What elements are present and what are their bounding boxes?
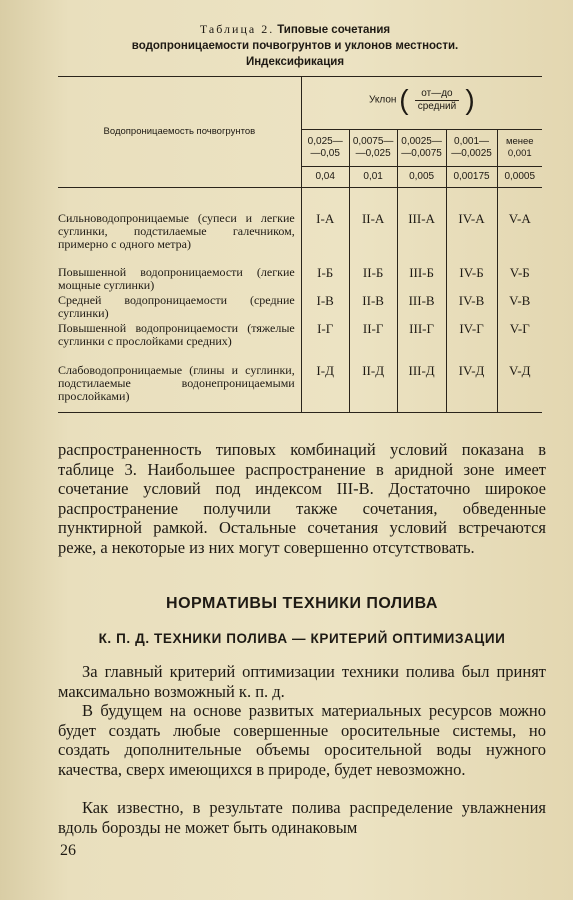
range-3: 0,0025— —0,0075 [397, 130, 446, 167]
table-row [58, 294, 542, 322]
caption-line1 [60, 22, 530, 38]
table-cell: V-Б [497, 266, 542, 294]
table-cell: II-А [349, 212, 397, 266]
left-paren: ( [399, 84, 409, 115]
avg-1: 0,04 [301, 167, 349, 188]
paragraph-2: За главный критерий оптимизации техники полива был принят максимально возможный к. п. д. [58, 662, 546, 701]
caption-line2: водопроницаемости почвогрунтов и уклонов местности. [131, 40, 459, 52]
section-heading: НОРМАТИВЫ ТЕХНИКИ ПОЛИВА [166, 595, 438, 612]
table-cell: II-Б [349, 266, 397, 294]
table-row [58, 266, 542, 294]
caption-line3: Индексификация [245, 56, 345, 68]
table-bottom-rule [58, 406, 542, 413]
slope-label: Уклон [368, 94, 397, 106]
avg-4: 0,00175 [446, 167, 497, 188]
table-cell: II-В [349, 294, 397, 322]
table-cell: I-А [301, 212, 349, 266]
table-cell: IV-Д [446, 364, 497, 406]
slope-header [301, 77, 542, 130]
corner-header: Водопроницаемость почвогрунтов [58, 77, 301, 188]
table-cell: IV-Г [446, 322, 497, 364]
table-row [58, 212, 542, 266]
avg-3: 0,005 [397, 167, 446, 188]
table-cell: II-Г [349, 322, 397, 364]
range-2: 0,0075— —0,025 [349, 130, 397, 167]
spacer-row [58, 188, 542, 213]
slope-fraction: $\frac{от—до}{\text{средний}}$ [415, 88, 458, 113]
table-cell: V-В [497, 294, 542, 322]
range-1: 0,025— —0,05 [301, 130, 349, 167]
header-row-1 [58, 77, 542, 130]
table-cell: I-Д [301, 364, 349, 406]
avg-2: 0,01 [349, 167, 397, 188]
table-cell: V-Д [497, 364, 542, 406]
table-cell: II-Д [349, 364, 397, 406]
right-paren: ) [465, 84, 475, 115]
table-cell: III-Д [397, 364, 446, 406]
subsection-heading: К. П. Д. ТЕХНИКИ ПОЛИВА — КРИТЕРИЙ ОПТИМИЗАЦИИ [98, 631, 506, 646]
table-cell: III-А [397, 212, 446, 266]
table-cell: I-В [301, 294, 349, 322]
row-label: Слабоводопроницаемые (глины и суглинки, подстилаемые водонепроницаемыми прослойками) [58, 363, 295, 404]
table-cell: III-В [397, 294, 446, 322]
range-5: менее 0,001 [497, 130, 542, 167]
table-cell: V-А [497, 212, 542, 266]
table-cell: IV-Б [446, 266, 497, 294]
table-cell: I-Г [301, 322, 349, 364]
paragraph-4: Как известно, в результате полива распределение увлажнения вдоль борозды не может быть одинаковым [58, 798, 546, 837]
table-cell: I-Б [301, 266, 349, 294]
table-cell: III-Г [397, 322, 446, 364]
paragraph-1: распространенность типовых комбинаций условий показана в таблице 3. Наибольшее распространение в аридной зоне имеет сочетание условий под индексом III-В. Достаточно широкое распространение получили также сочетания, обведенные пунктирной рамкой. Остальные сочетания условий встречаются реже, а некоторые из них могут совершенно отсутствовать. [58, 440, 546, 557]
table-cell: III-Б [397, 266, 446, 294]
table-cell: IV-В [446, 294, 497, 322]
table-2 [58, 76, 542, 413]
table-row [58, 322, 542, 364]
page-number: 26 [60, 842, 76, 859]
row-label: Повышенной водопроницаемости (легкие мощные суглинки) [58, 265, 295, 293]
row-label: Повышенной водопроницаемости (тяжелые суглинки с прослойками средних) [58, 321, 295, 349]
table-caption [60, 22, 530, 70]
table-cell: IV-А [446, 212, 497, 266]
table-row [58, 364, 542, 406]
caption-title-1: Типовые сочетания [277, 24, 391, 36]
range-4: 0,001— —0,0025 [446, 130, 497, 167]
row-label: Средней водопроницаемости (средние суглинки) [58, 293, 295, 321]
row-label: Сильноводопроницаемые (супеси и легкие суглинки, подстилаемые галечником, примерно с одного метра) [58, 211, 295, 252]
table-cell: V-Г [497, 322, 542, 364]
caption-label: Таблица 2. [199, 22, 275, 36]
avg-5: 0,0005 [497, 167, 542, 188]
paragraph-3: В будущем на основе развитых материальных ресурсов можно будет создать любые совершенные оросительные системы, но создать дополнительные объемы оросительной воды нужного качества, сверх имеющихся в природе, будет невозможно. [58, 701, 546, 779]
